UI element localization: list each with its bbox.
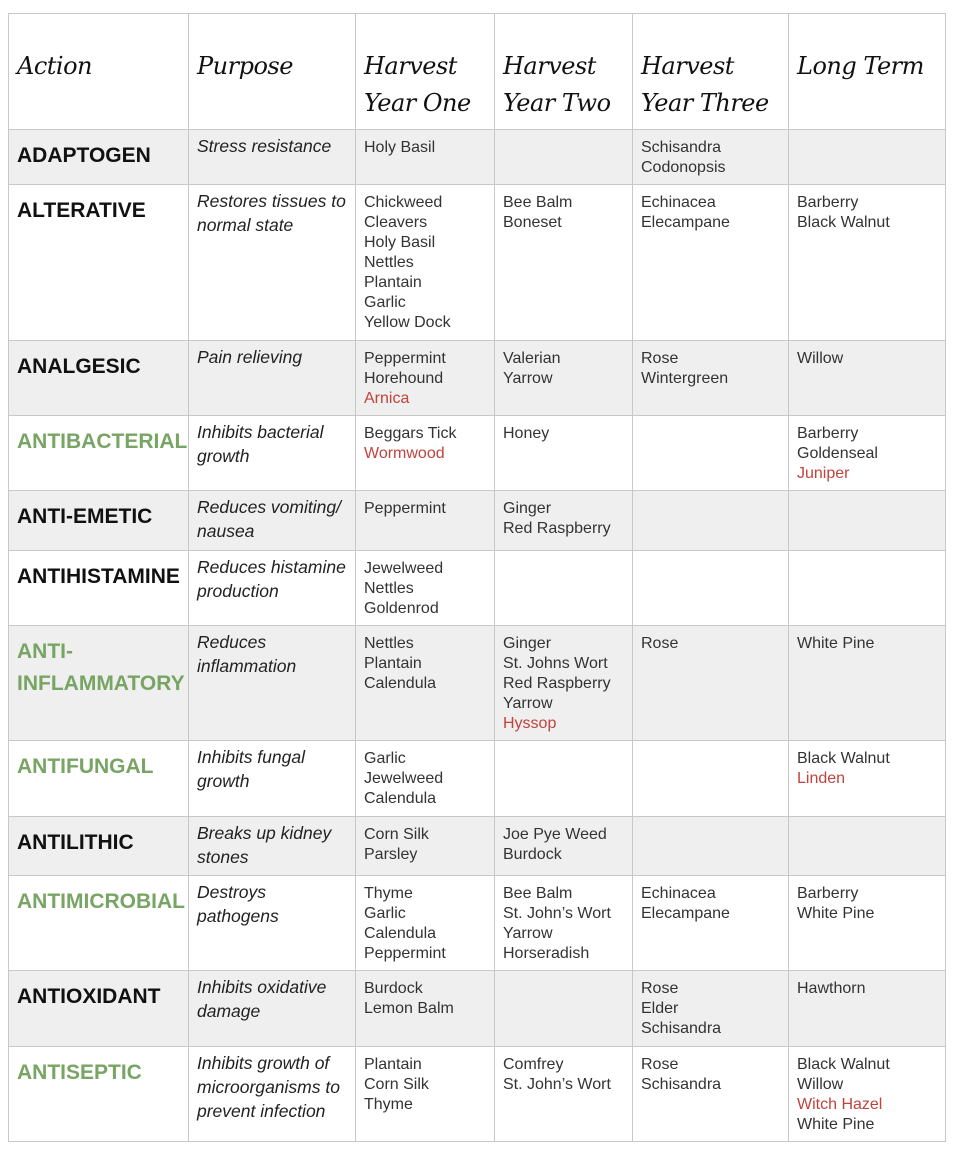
- table-row: [9, 185, 946, 341]
- action-cell: ANTI-EMETIC: [9, 491, 189, 551]
- herb-name: Plantain: [364, 655, 422, 672]
- herb-name: Ginger: [503, 635, 552, 652]
- herb-name: Witch Hazel: [797, 1096, 883, 1113]
- long-term-cell: [789, 491, 946, 551]
- herb-name: Rose: [641, 980, 679, 997]
- herb-name: Calendula: [364, 925, 437, 942]
- harvest-year-three-cell: [633, 626, 789, 741]
- herb-name: Ginger: [503, 500, 552, 517]
- herb-name: Yarrow: [503, 695, 553, 712]
- action-cell: ADAPTOGEN: [9, 130, 189, 185]
- herb-name: Willow: [797, 1076, 844, 1093]
- table-row: [9, 551, 946, 626]
- header-long-term: Long Term: [789, 14, 946, 130]
- purpose-cell: Reduces vomiting/ nausea: [189, 491, 356, 551]
- harvest-year-one-cell: [356, 185, 495, 341]
- herb-name: Black Walnut: [797, 214, 890, 231]
- harvest-year-three-cell: [633, 341, 789, 416]
- table-row: [9, 817, 946, 876]
- herb-name: Comfrey: [503, 1056, 564, 1073]
- purpose-cell: Reduces inflammation: [189, 626, 356, 741]
- herb-name: Burdock: [503, 846, 562, 863]
- action-cell: ANTI-INFLAMMATORY: [9, 626, 189, 741]
- herb-name: Joe Pye Weed: [503, 826, 607, 843]
- herb-name: Boneset: [503, 214, 562, 231]
- action-cell: ANTIMICROBIAL: [9, 876, 189, 971]
- action-cell: ALTERATIVE: [9, 185, 189, 341]
- herb-name: Barberry: [797, 194, 859, 211]
- herb-name: Nettles: [364, 635, 414, 652]
- harvest-year-two-cell: [495, 185, 633, 341]
- herb-name: Honey: [503, 425, 550, 442]
- purpose-cell: Stress resistance: [189, 130, 356, 185]
- purpose-cell: Inhibits oxidative damage: [189, 971, 356, 1047]
- herb-name: Plantain: [364, 274, 422, 291]
- action-cell: ANALGESIC: [9, 341, 189, 416]
- header-purpose: Purpose: [189, 14, 356, 130]
- harvest-year-three-cell: [633, 1047, 789, 1142]
- herb-name: Barberry: [797, 425, 859, 442]
- herb-name: Thyme: [364, 1096, 413, 1113]
- herb-name: Goldenseal: [797, 445, 878, 462]
- harvest-year-two-cell: [495, 876, 633, 971]
- harvest-year-two-cell: [495, 971, 633, 1047]
- long-term-cell: [789, 341, 946, 416]
- herb-name: Corn Silk: [364, 826, 429, 843]
- long-term-cell: [789, 876, 946, 971]
- herb-name: Elder: [641, 1000, 679, 1017]
- herb-name: White Pine: [797, 635, 875, 652]
- herb-name: Elecampane: [641, 214, 730, 231]
- table-row: [9, 876, 946, 971]
- harvest-year-three-cell: [633, 416, 789, 491]
- herb-name: Calendula: [364, 790, 437, 807]
- harvest-year-one-cell: [356, 876, 495, 971]
- herb-name: Garlic: [364, 294, 406, 311]
- long-term-cell: [789, 741, 946, 817]
- harvest-year-one-cell: [356, 491, 495, 551]
- harvest-year-two-cell: [495, 551, 633, 626]
- table-row: [9, 1047, 946, 1142]
- herb-name: Peppermint: [364, 350, 446, 367]
- harvest-year-three-cell: [633, 491, 789, 551]
- header-harvest-year-one: Harvest Year One: [356, 14, 495, 130]
- herb-name: Rose: [641, 1056, 679, 1073]
- purpose-cell: Reduces histamine production: [189, 551, 356, 626]
- harvest-year-one-cell: [356, 626, 495, 741]
- herb-name: Plantain: [364, 1056, 422, 1073]
- herb-name: Yarrow: [503, 925, 553, 942]
- herb-name: Holy Basil: [364, 234, 436, 251]
- herb-name: Bee Balm: [503, 194, 573, 211]
- header-action: Action: [9, 14, 189, 130]
- long-term-cell: [789, 130, 946, 185]
- purpose-cell: Inhibits growth of microorganisms to prevent infection: [189, 1047, 356, 1142]
- harvest-year-two-cell: [495, 416, 633, 491]
- table-row: [9, 416, 946, 491]
- herb-name: Horehound: [364, 370, 444, 387]
- herb-name: Lemon Balm: [364, 1000, 454, 1017]
- long-term-cell: [789, 1047, 946, 1142]
- herb-name: Chickweed: [364, 194, 443, 211]
- herb-name: St. John’s Wort: [503, 905, 611, 922]
- herb-name: Beggars Tick: [364, 425, 457, 442]
- purpose-cell: Breaks up kidney stones: [189, 817, 356, 876]
- herb-name: Horseradish: [503, 945, 590, 962]
- herb-name: Parsley: [364, 846, 418, 863]
- harvest-year-three-cell: [633, 185, 789, 341]
- herb-name: Black Walnut: [797, 1056, 890, 1073]
- herb-name: Holy Basil: [364, 139, 436, 156]
- herb-name: Yarrow: [503, 370, 553, 387]
- herb-name: Jewelweed: [364, 770, 444, 787]
- long-term-cell: [789, 551, 946, 626]
- action-cell: ANTIOXIDANT: [9, 971, 189, 1047]
- harvest-year-two-cell: [495, 817, 633, 876]
- herb-name: Valerian: [503, 350, 561, 367]
- table-row: [9, 341, 946, 416]
- purpose-cell: Destroys pathogens: [189, 876, 356, 971]
- herb-name: Bee Balm: [503, 885, 573, 902]
- herb-name: Goldenrod: [364, 600, 439, 617]
- herb-name: Cleavers: [364, 214, 428, 231]
- herb-name: Jewelweed: [364, 560, 444, 577]
- herb-name: Wintergreen: [641, 370, 729, 387]
- herb-name: Thyme: [364, 885, 413, 902]
- herb-name: Arnica: [364, 390, 410, 407]
- herb-name: Garlic: [364, 905, 406, 922]
- herb-name: Barberry: [797, 885, 859, 902]
- table-row: [9, 491, 946, 551]
- harvest-year-one-cell: [356, 416, 495, 491]
- harvest-year-one-cell: [356, 817, 495, 876]
- herb-name: St. Johns Wort: [503, 655, 608, 672]
- harvest-year-one-cell: [356, 1047, 495, 1142]
- harvest-year-three-cell: [633, 876, 789, 971]
- herb-name: Red Raspberry: [503, 520, 611, 537]
- herb-action-table: [8, 13, 946, 1142]
- table-row: [9, 741, 946, 817]
- table-body: [9, 130, 946, 1142]
- herb-name: Nettles: [364, 254, 414, 271]
- herb-name: Hawthorn: [797, 980, 866, 997]
- action-cell: ANTIHISTAMINE: [9, 551, 189, 626]
- herb-name: Rose: [641, 350, 679, 367]
- herb-name: Corn Silk: [364, 1076, 429, 1093]
- herb-name: Linden: [797, 770, 846, 787]
- herb-name: Elecampane: [641, 905, 730, 922]
- harvest-year-one-cell: [356, 341, 495, 416]
- herb-name: Schisandra: [641, 1076, 722, 1093]
- herb-name: Peppermint: [364, 500, 446, 517]
- herb-name: Nettles: [364, 580, 414, 597]
- herb-name: Rose: [641, 635, 679, 652]
- herb-name: Black Walnut: [797, 750, 890, 767]
- herb-name: Red Raspberry: [503, 675, 611, 692]
- harvest-year-three-cell: [633, 817, 789, 876]
- action-cell: ANTILITHIC: [9, 817, 189, 876]
- harvest-year-three-cell: [633, 130, 789, 185]
- harvest-year-three-cell: [633, 741, 789, 817]
- action-cell: ANTIFUNGAL: [9, 741, 189, 817]
- herb-name: Burdock: [364, 980, 423, 997]
- herb-name: White Pine: [797, 1116, 875, 1133]
- harvest-year-one-cell: [356, 130, 495, 185]
- long-term-cell: [789, 971, 946, 1047]
- harvest-year-one-cell: [356, 971, 495, 1047]
- harvest-year-two-cell: [495, 341, 633, 416]
- harvest-year-three-cell: [633, 551, 789, 626]
- action-cell: ANTISEPTIC: [9, 1047, 189, 1142]
- table-row: [9, 971, 946, 1047]
- table-row: [9, 130, 946, 185]
- header-row: [9, 14, 946, 130]
- harvest-year-two-cell: [495, 626, 633, 741]
- header-harvest-year-three: Harvest Year Three: [633, 14, 789, 130]
- herb-name: Schisandra: [641, 1020, 722, 1037]
- harvest-year-two-cell: [495, 491, 633, 551]
- herb-name: Codonopsis: [641, 159, 726, 176]
- long-term-cell: [789, 416, 946, 491]
- herb-name: Peppermint: [364, 945, 446, 962]
- herb-name: White Pine: [797, 905, 875, 922]
- header-harvest-year-two: Harvest Year Two: [495, 14, 633, 130]
- harvest-year-one-cell: [356, 551, 495, 626]
- herb-name: Yellow Dock: [364, 314, 451, 331]
- herb-name: Willow: [797, 350, 844, 367]
- purpose-cell: Inhibits bacterial growth: [189, 416, 356, 491]
- harvest-year-one-cell: [356, 741, 495, 817]
- herb-name: Echinacea: [641, 194, 716, 211]
- herb-name: Hyssop: [503, 715, 557, 732]
- herb-name: Schisandra: [641, 139, 722, 156]
- harvest-year-two-cell: [495, 130, 633, 185]
- harvest-year-three-cell: [633, 971, 789, 1047]
- harvest-year-two-cell: [495, 1047, 633, 1142]
- purpose-cell: Restores tissues to normal state: [189, 185, 356, 341]
- harvest-year-two-cell: [495, 741, 633, 817]
- herb-name: St. John’s Wort: [503, 1076, 611, 1093]
- table-row: [9, 626, 946, 741]
- long-term-cell: [789, 626, 946, 741]
- purpose-cell: Pain relieving: [189, 341, 356, 416]
- long-term-cell: [789, 817, 946, 876]
- herb-name: Juniper: [797, 465, 850, 482]
- action-cell: ANTIBACTERIAL: [9, 416, 189, 491]
- long-term-cell: [789, 185, 946, 341]
- herb-name: Echinacea: [641, 885, 716, 902]
- herb-name: Calendula: [364, 675, 437, 692]
- herb-name: Wormwood: [364, 445, 445, 462]
- herb-name: Garlic: [364, 750, 406, 767]
- purpose-cell: Inhibits fungal growth: [189, 741, 356, 817]
